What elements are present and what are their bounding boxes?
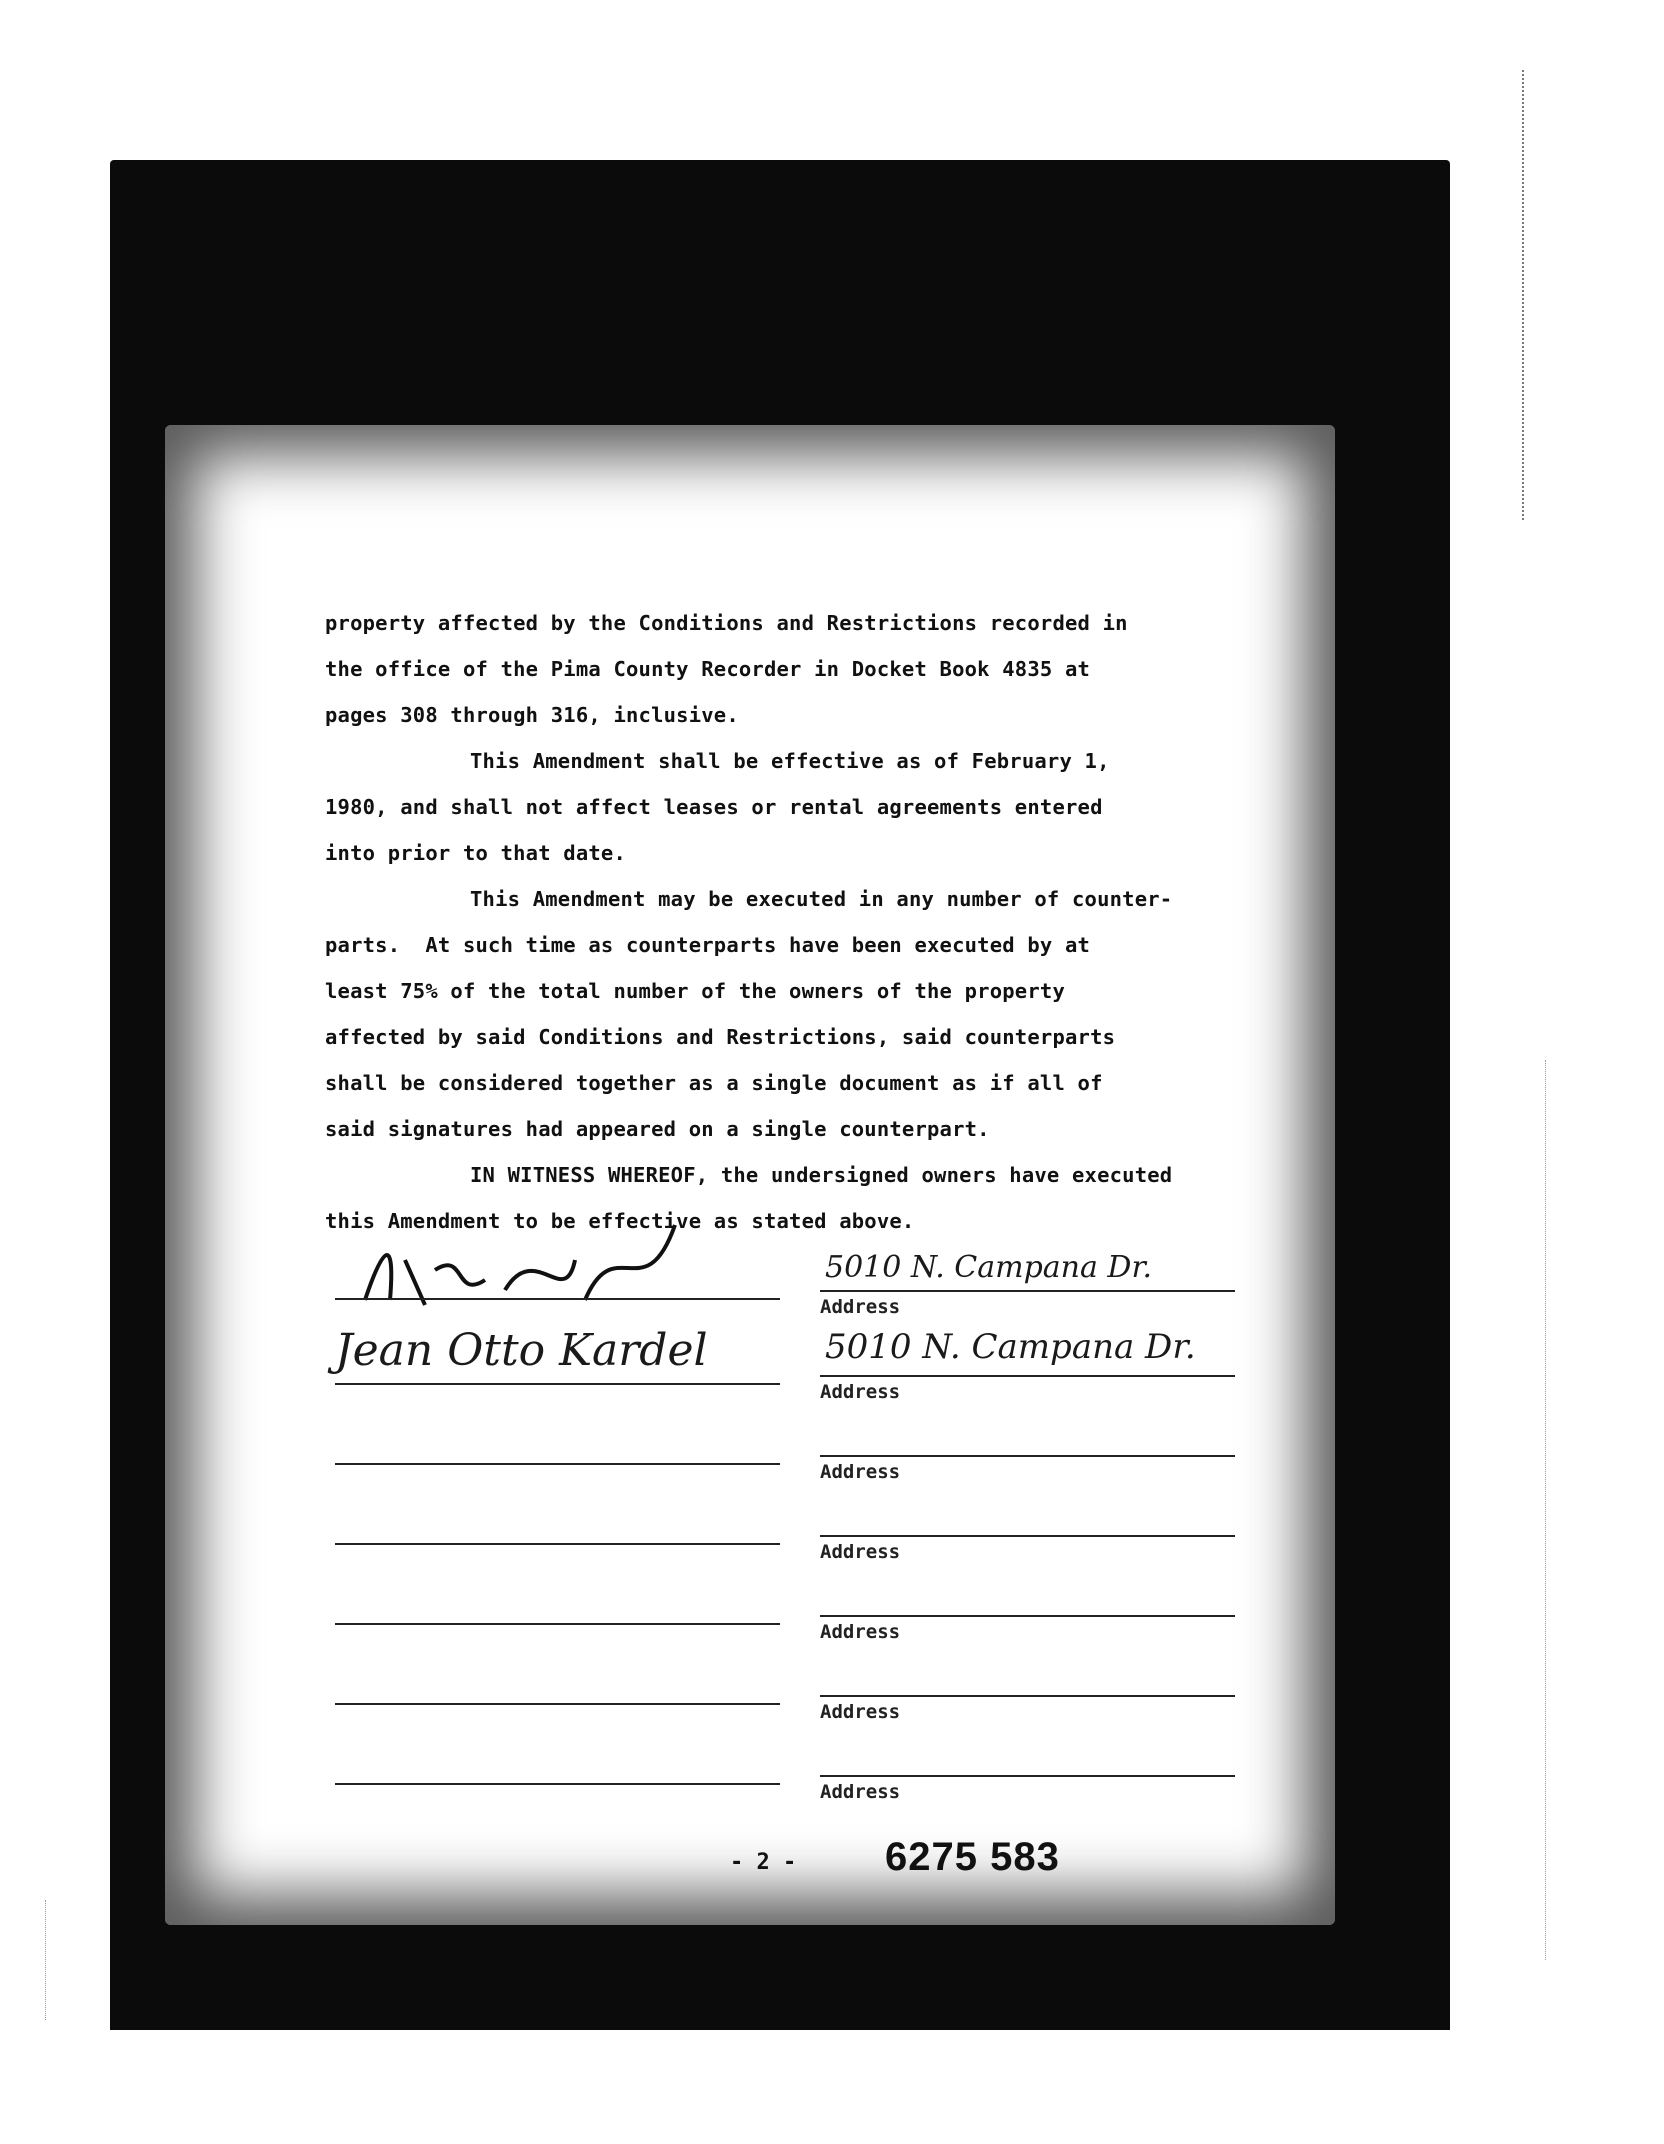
address-line bbox=[820, 1695, 1235, 1697]
page-number: - 2 - bbox=[730, 1850, 797, 1875]
signature-line bbox=[335, 1623, 780, 1625]
signature-row bbox=[335, 1415, 1235, 1495]
body-line: property affected by the Conditions and Restrictions recorded in bbox=[325, 611, 1128, 635]
address-line bbox=[820, 1290, 1235, 1292]
margin-mark bbox=[1545, 1060, 1548, 1960]
body-line: said signatures had appeared on a single counterpart. bbox=[325, 1117, 990, 1141]
body-line: parts. At such time as counterparts have been executed by at bbox=[325, 933, 1091, 957]
docket-stamp: 6275 583 bbox=[885, 1835, 1060, 1879]
margin-mark bbox=[1522, 70, 1526, 520]
signature-line bbox=[335, 1463, 780, 1465]
document-body bbox=[325, 600, 1285, 1244]
address-label: Address bbox=[820, 1541, 901, 1563]
signature-line bbox=[335, 1703, 780, 1705]
address-line bbox=[820, 1615, 1235, 1617]
signature-row bbox=[335, 1735, 1235, 1815]
signature-row bbox=[335, 1250, 1235, 1330]
margin-mark bbox=[45, 1900, 48, 2020]
address-label: Address bbox=[820, 1461, 901, 1483]
body-line: affected by said Conditions and Restrictions, said counterparts bbox=[325, 1025, 1116, 1049]
address-line bbox=[820, 1775, 1235, 1777]
handwritten-address: 5010 N. Campana Dr. bbox=[825, 1250, 1153, 1285]
body-line: into prior to that date. bbox=[325, 841, 627, 865]
handwritten-signature: Jean Otto Kardel bbox=[335, 1325, 708, 1376]
signature-row bbox=[335, 1325, 1235, 1415]
address-line bbox=[820, 1375, 1235, 1377]
body-line: pages 308 through 316, inclusive. bbox=[325, 703, 739, 727]
body-line: 1980, and shall not affect leases or rental agreements entered bbox=[325, 795, 1103, 819]
signature-line bbox=[335, 1383, 780, 1385]
signature-scribble bbox=[355, 1220, 685, 1330]
address-label: Address bbox=[820, 1701, 901, 1723]
address-line bbox=[820, 1535, 1235, 1537]
address-label: Address bbox=[820, 1381, 901, 1403]
body-line: the office of the Pima County Recorder in Docket Book 4835 at bbox=[325, 657, 1091, 681]
body-line: IN WITNESS WHEREOF, the undersigned owners have executed bbox=[470, 1163, 1173, 1187]
signature-line bbox=[335, 1298, 780, 1300]
body-line: This Amendment shall be effective as of February 1, bbox=[470, 749, 1110, 773]
signature-row bbox=[335, 1495, 1235, 1575]
signature-row bbox=[335, 1575, 1235, 1655]
signature-line bbox=[335, 1543, 780, 1545]
body-line: least 75% of the total number of the owners of the property bbox=[325, 979, 1065, 1003]
body-line: shall be considered together as a single document as if all of bbox=[325, 1071, 1103, 1095]
signature-line bbox=[335, 1783, 780, 1785]
address-label: Address bbox=[820, 1781, 901, 1803]
body-line: This Amendment may be executed in any number of counter- bbox=[470, 887, 1173, 911]
handwritten-address: 5010 N. Campana Dr. bbox=[825, 1327, 1196, 1367]
address-label: Address bbox=[820, 1296, 901, 1318]
signature-row bbox=[335, 1655, 1235, 1735]
address-label: Address bbox=[820, 1621, 901, 1643]
body-line: this Amendment to be effective as stated above. bbox=[325, 1209, 915, 1233]
address-line bbox=[820, 1455, 1235, 1457]
